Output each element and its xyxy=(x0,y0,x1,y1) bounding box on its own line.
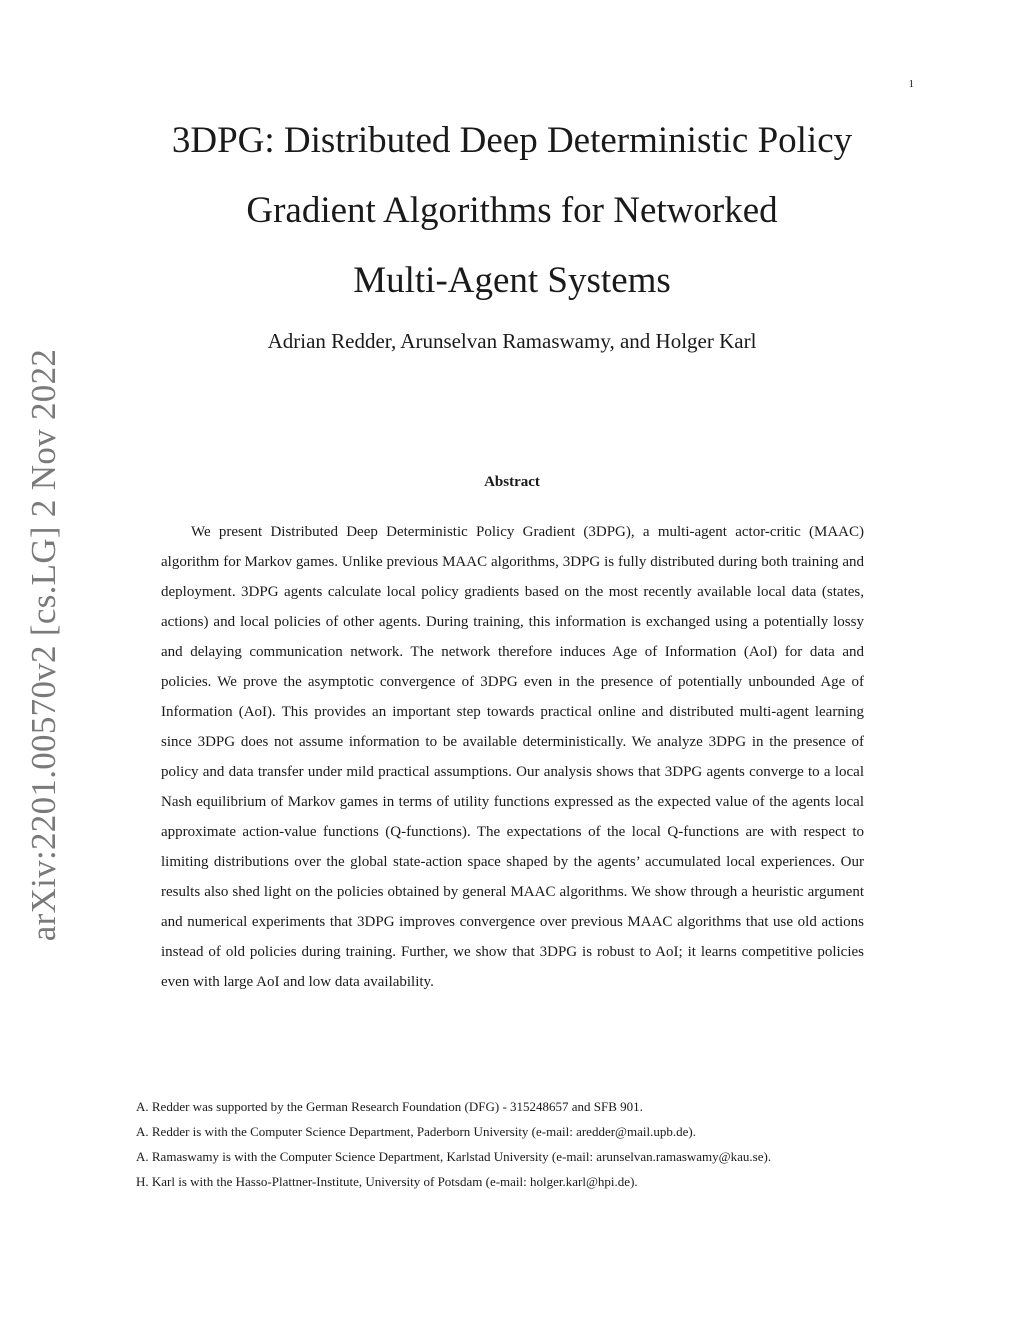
footnote: H. Karl is with the Hasso-Plattner-Institute, University of Potsdam (e-mail: holger.karl@hpi.de). xyxy=(136,1174,638,1189)
footnotes xyxy=(136,1094,896,1194)
arxiv-identifier-watermark: arXiv:2201.00570v2 [cs.LG] 2 Nov 2022 xyxy=(24,348,63,942)
footnote: A. Ramaswamy is with the Computer Science Department, Karlstad University (e-mail: arunselvan.ramaswamy@kau.se). xyxy=(136,1149,772,1164)
paper-title xyxy=(112,106,912,316)
abstract-body: We present Distributed Deep Deterministic Policy Gradient (3DPG), a multi-agent actor-critic (MAAC) algorithm for Markov games. Unlike previous MAAC algorithms, 3DPG is fully distributed during both training and deployment. 3DPG agents calculate local policy gradients based on the most recently available local data (states, actions) and local policies of other agents. During training, this information is exchanged using a potentially lossy and delaying communication network. The network therefore induces Age of Information (AoI) for data and policies. We prove the asymptotic convergence of 3DPG even in the presence of potentially unbounded Age of Information (AoI). This provides an important step towards practical online and distributed multi-agent learning since 3DPG does not assume information to be available deterministically. We analyze 3DPG in the presence of policy and data transfer under mild practical assumptions. Our analysis shows that 3DPG agents converge to a local Nash equilibrium of Markov games in terms of utility functions expressed as the expected value of the agents local approximate action-value functions (Q-functions). The expectations of the local Q-functions are with respect to limiting distributions over the global state-action space shaped by the agents’ accumulated local experiences. Our results also shed light on the policies obtained by general MAAC algorithms. We show through a heuristic argument and numerical experiments that 3DPG improves convergence over previous MAAC algorithms that use old actions instead of old policies during training. Further, we show that 3DPG is robust to AoI; it learns competitive policies even with large AoI and low data availability. xyxy=(161,524,864,990)
footnote: A. Redder is with the Computer Science Department, Paderborn University (e-mail: aredder@mail.upb.de). xyxy=(136,1124,696,1139)
title-line: Multi-Agent Systems xyxy=(353,260,671,301)
footnote: A. Redder was supported by the German Research Foundation (DFG) - 315248657 and SFB 901. xyxy=(136,1099,643,1114)
title-line: Gradient Algorithms for Networked xyxy=(246,190,778,231)
abstract-heading: Abstract xyxy=(484,474,540,490)
author-list: Adrian Redder, Arunselvan Ramaswamy, and Holger Karl xyxy=(267,329,757,353)
page-number: 1 xyxy=(908,78,914,90)
title-line: 3DPG: Distributed Deep Deterministic Policy xyxy=(171,120,853,161)
